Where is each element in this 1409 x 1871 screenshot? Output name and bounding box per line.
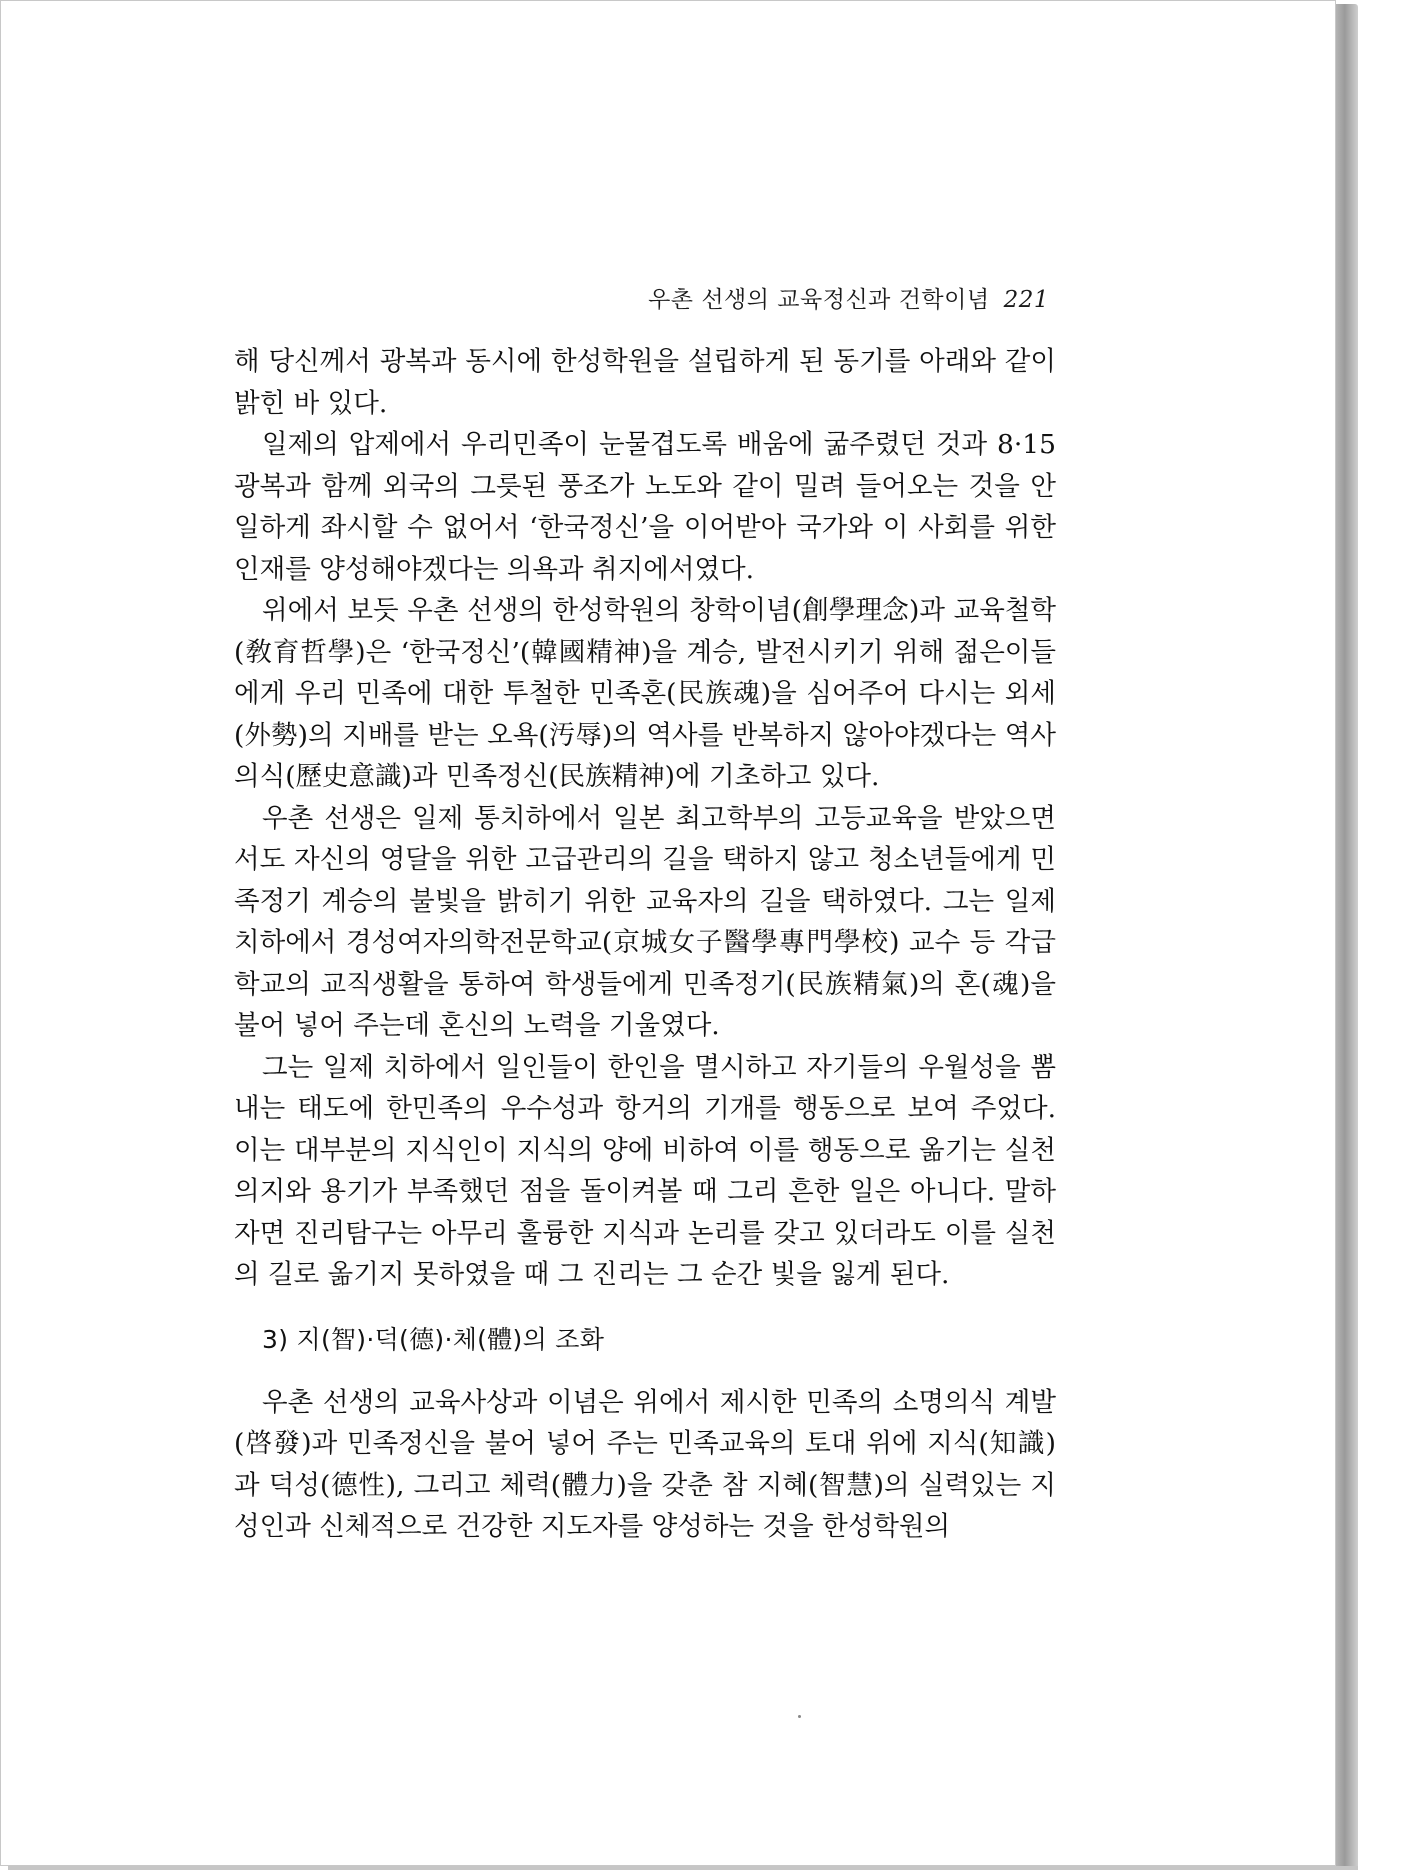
page-number: 221 <box>1003 287 1049 313</box>
paragraph: 우촌 선생의 교육사상과 이념은 위에서 제시한 민족의 소명의식 계발(啓發)과 민족정신을 불어 넣어 주는 민족교육의 토대 위에 지식(知識)과 덕성(德性), 그리고 체력(體力)을 갖춘 참 지혜(智慧)의 실력있는 지성인과 신체적으로 건강한 지도자를 양성하는 것을 한성학원의 <box>234 1386 1056 1542</box>
paragraph: 그는 일제 치하에서 일인들이 한인을 멸시하고 자기들의 우월성을 뽐내는 태도에 한민족의 우수성과 항거의 기개를 행동으로 보여 주었다. 이는 대부분의 지식인이 지식의 양에 비하여 이를 행동으로 옮기는 실천의지와 용기가 부족했던 점을 돌이켜볼 때 그리 흔한 일은 아니다. 말하자면 진리탐구는 아무리 훌륭한 지식과 논리를 갖고 있더라도 이를 실천의 길로 옮기지 못하였을 때 그 진리는 그 순간 빛을 잃게 된다. <box>234 1051 1056 1290</box>
section-heading: 3) 지(智)·덕(德)·체(體)의 조화 <box>262 1324 605 1354</box>
running-title: 우촌 선생의 교육정신과 건학이념 <box>648 287 990 313</box>
paragraph: 위에서 보듯 우촌 선생의 한성학원의 창학이념(創學理念)과 교육철학(敎育哲學)은 ‘한국정신’(韓國精神)을 계승, 발전시키기 위해 젊은이들에게 우리 민족에 대한 투철한 민족혼(民族魂)을 심어주어 다시는 외세(外勢)의 지배를 받는 오욕(汚辱)의 역사를 반복하지 않아야겠다는 역사의식(歷史意識)과 민족정신(民族精神)에 기초하고 있다. <box>234 595 1056 792</box>
scan-speck <box>798 1715 801 1718</box>
body-text <box>234 341 1056 1548</box>
paragraph-continuation: 해 당신께서 광복과 동시에 한성학원을 설립하게 된 동기를 아래와 같이 밝힌 바 있다. <box>234 346 1056 419</box>
paragraph: 우촌 선생은 일제 통치하에서 일본 최고학부의 고등교육을 받았으면서도 자신의 영달을 위한 고급관리의 길을 택하지 않고 청소년들에게 민족정기 계승의 불빛을 밝히기 위한 교육자의 길을 택하였다. 그는 일제 치하에서 경성여자의학전문학교(京城女子醫學專門學校) 교수 등 각급 학교의 교직생활을 통하여 학생들에게 민족정기(民族精氣)의 혼(魂)을 불어 넣어 주는데 혼신의 노력을 기울였다. <box>234 802 1056 1041</box>
page-bottom-shadow <box>8 1866 1358 1870</box>
page-edge-shadow <box>1336 4 1358 1866</box>
running-head <box>648 281 1049 314</box>
paragraph-quote: 일제의 압제에서 우리민족이 눈물겹도록 배움에 굶주렸던 것과 8·15광복과 함께 외국의 그릇된 풍조가 노도와 같이 밀려 들어오는 것을 안일하게 좌시할 수 없어서 ‘한국정신’을 이어받아 국가와 이 사회를 위한 인재를 양성해야겠다는 의욕과 취지에서였다. <box>234 429 1056 585</box>
